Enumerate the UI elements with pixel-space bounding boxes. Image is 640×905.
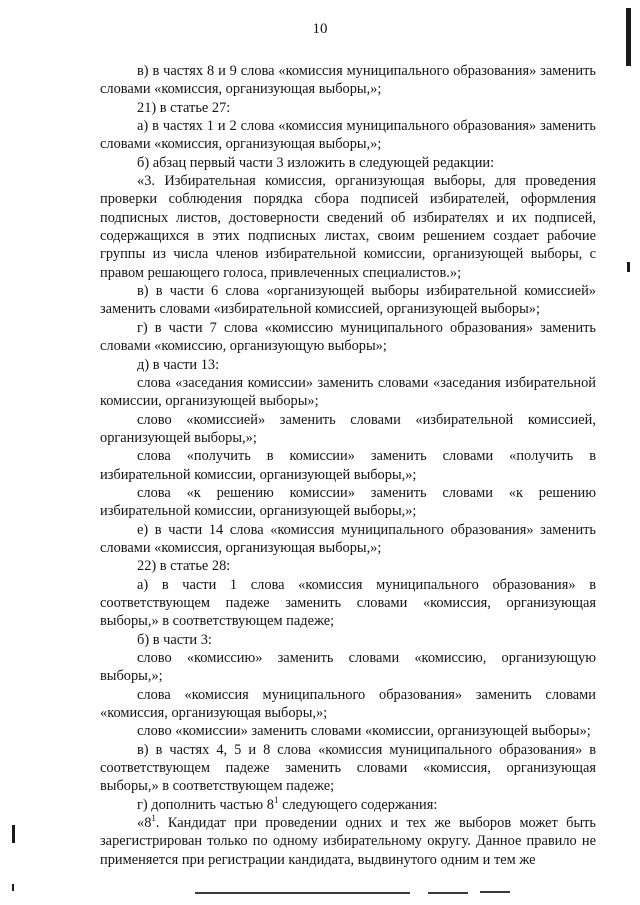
document-body [100,62,596,869]
text: следующего содержания: [278,796,438,813]
text: «8 [137,815,152,832]
paragraph: а) в части 1 слова «комиссия муниципального образования» в соответствующем падеже заменить словами «комиссия, организующая выборы,» в соответствующем падеже; [100,576,596,630]
text: . Кандидат при проведении одних и тех же выборов может быть зарегистрирован только по одному избирательному округу. Данное правило не применяется при регистрации кандидата, выдвинутого одним и тем же [100,815,596,868]
paragraph: слова «комиссия муниципального образования» заменить словами «комиссия, организующая выборы,»; [100,686,596,722]
footer-rule-segment [480,891,510,893]
text: г) дополнить частью 8 [137,796,274,813]
left-edge-mark-small [12,884,14,891]
paragraph: б) абзац первый части 3 изложить в следующей редакции: [137,154,495,171]
paragraph: слова «заседания комиссии» заменить словами «заседания избирательной комиссии, организующей выборы»; [100,374,596,410]
paragraph: слова «к решению комиссии» заменить словами «к решению избирательной комиссии, организующей выборы,»; [100,484,596,520]
paragraph: д) в части 13: [137,356,220,373]
paragraph: слова «получить в комиссии» заменить словами «получить в избирательной комиссии, организующей выборы,»; [100,448,596,483]
paragraph: «3. Избирательная комиссия, организующая выборы, для проведения проверки соблюдения порядка сбора подписей избирателей, оформления подписных листов, достоверности сведений об избирателях и их подписей, содержащихся в этих подписных листах, своим решением создает рабочие группы из числа членов избирательной комиссии, организующей выборы, с правом решающего голоса, привлеченных специалистов.»; [100,173,596,281]
paragraph: в) в частях 4, 5 и 8 слова «комиссия муниципального образования» в соответствующем падеже заменить словами «комиссия, организующая выборы,» в соответствующем падеже; [100,741,596,795]
superscript: 1 [151,813,156,824]
paragraph: слово «комиссию» заменить словами «комиссию, организующую выборы,»; [100,650,596,685]
page-number: 10 [312,21,328,37]
right-edge-mark-small [627,262,630,272]
paragraph: б) в части 3: [137,631,212,648]
superscript: 1 [273,794,279,805]
footer-rule [195,892,410,894]
paragraph: г) в части 7 слова «комиссию муниципального образования» заменить словами «комиссию, организующую выборы»; [100,319,596,355]
paragraph-8-1 [100,814,596,869]
right-edge-mark [626,8,631,66]
paragraph: а) в частях 1 и 2 слова «комиссия муниципального образования» заменить словами «комиссия, организующая выборы,»; [100,118,596,153]
paragraph: 21) в статье 27: [137,99,231,116]
paragraph: в) в части 6 слова «организующей выборы избирательной комиссией» заменить словами «избирательной комиссией, организующей выборы»; [100,283,596,318]
paragraph: слово «комиссией» заменить словами «избирательной комиссией, организующей выборы,»; [100,411,596,446]
paragraph: 22) в статье 28: [137,558,231,575]
paragraph: в) в частях 8 и 9 слова «комиссия муниципального образования» заменить словами «комиссия, организующая выборы,»; [100,63,596,98]
left-edge-mark [12,825,15,843]
paragraph-g [100,796,596,814]
paragraph: слово «комиссии» заменить словами «комиссии, организующей выборы»; [137,723,591,740]
paragraph: е) в части 14 слова «комиссия муниципального образования» заменить словами «комиссия, организующая выборы,»; [100,521,596,556]
footer-rule-segment [428,892,468,894]
